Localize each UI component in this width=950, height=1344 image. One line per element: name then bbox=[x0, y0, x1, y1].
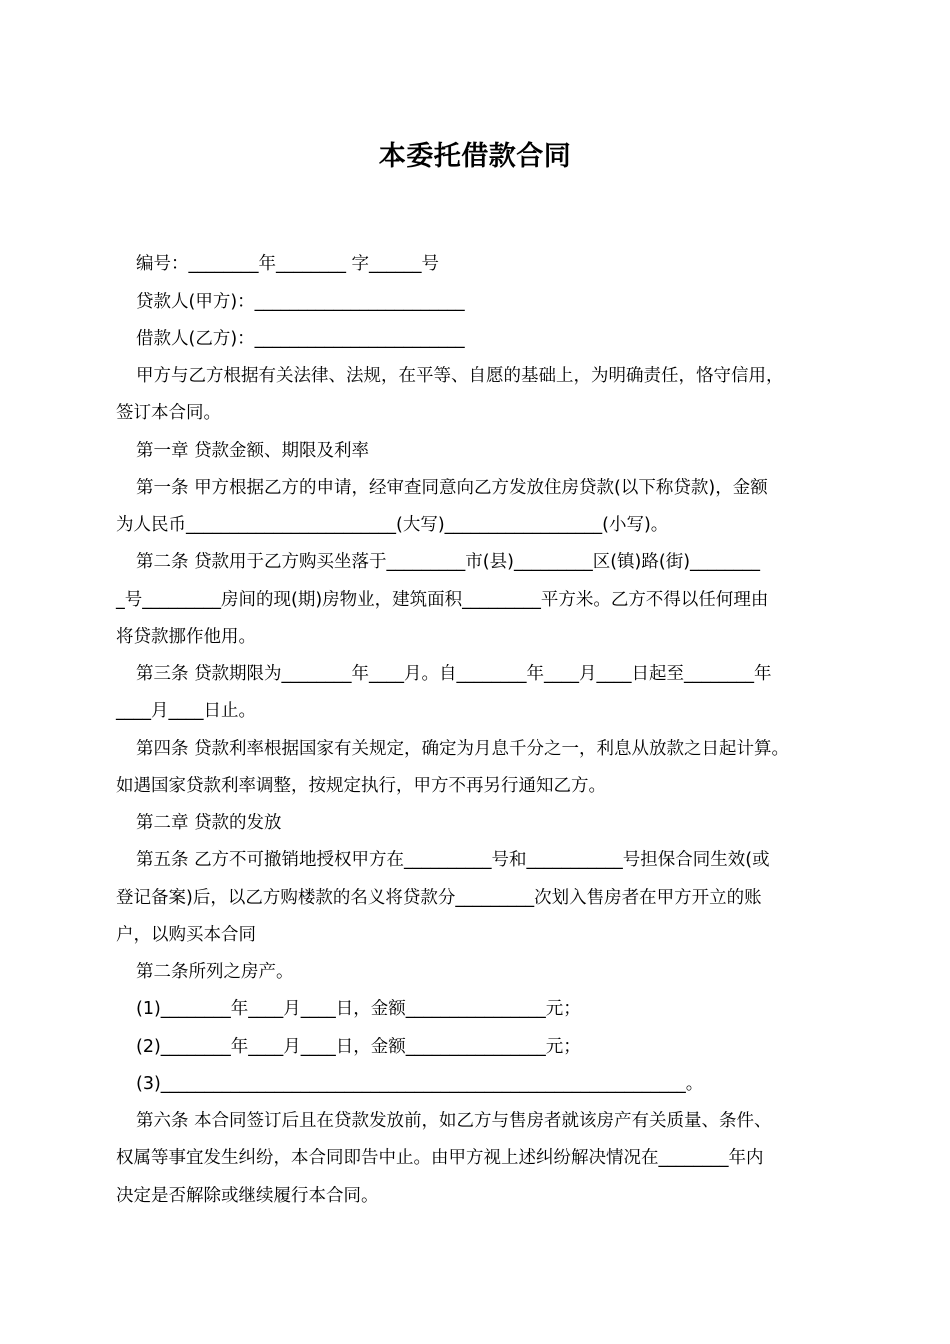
installment-2: (2)________年____月____日，金额________________元； bbox=[136, 1037, 581, 1057]
article-5-line-2: 登记备案)后，以乙方购楼款的名义将贷款分_________次划入售房者在甲方开立的账 bbox=[116, 888, 762, 908]
installment-3: (3)____________________________________________________________。 bbox=[136, 1074, 704, 1094]
chapter-2-heading: 第二章 贷款的发放 bbox=[136, 813, 282, 833]
article-3-line-2: ____月____日止。 bbox=[116, 701, 256, 721]
article-5-line-4: 第二条所列之房产。 bbox=[136, 962, 294, 982]
article-1-line-2: 为人民币________________________(大写)__________________(小写)。 bbox=[116, 515, 669, 535]
article-2-line-3: 将贷款挪作他用。 bbox=[116, 627, 256, 647]
preamble-line-1: 甲方与乙方根据有关法律、法规，在平等、自愿的基础上，为明确责任，恪守信用， bbox=[136, 366, 784, 386]
installment-1: (1)________年____月____日，金额________________元； bbox=[136, 999, 581, 1019]
article-1-line-1: 第一条 甲方根据乙方的申请，经审查同意向乙方发放住房贷款(以下称贷款)，金额 bbox=[136, 478, 768, 498]
article-3-line-1: 第三条 贷款期限为________年____月。自________年____月____日起至________年 bbox=[136, 664, 772, 684]
article-4-line-2: 如遇国家贷款利率调整，按规定执行，甲方不再另行通知乙方。 bbox=[116, 776, 606, 796]
contract-number-line: 编号：________年________ 字______号 bbox=[136, 254, 440, 274]
article-5-line-1: 第五条 乙方不可撤销地授权甲方在__________号和___________号担保合同生效(或 bbox=[136, 850, 770, 870]
article-5-line-3: 户，以购买本合同 bbox=[116, 925, 256, 945]
article-6-line-1: 第六条 本合同签订后且在贷款发放前，如乙方与售房者就该房产有关质量、条件、 bbox=[136, 1111, 772, 1131]
chapter-1-heading: 第一章 贷款金额、期限及利率 bbox=[136, 441, 370, 461]
document-title: 本委托借款合同 bbox=[378, 141, 572, 172]
article-6-line-3: 决定是否解除或继续履行本合同。 bbox=[116, 1186, 379, 1206]
preamble-line-2: 签订本合同。 bbox=[116, 403, 221, 423]
lender-line: 贷款人(甲方)：________________________ bbox=[136, 292, 465, 312]
article-2-line-1: 第二条 贷款用于乙方购买坐落于_________市(县)_________区(镇)路(街)________ bbox=[136, 552, 761, 572]
borrower-line: 借款人(乙方)：________________________ bbox=[136, 329, 465, 349]
article-4-line-1: 第四条 贷款利率根据国家有关规定，确定为月息千分之一，利息从放款之日起计算。 bbox=[136, 739, 790, 759]
article-2-line-2: _号_________房间的现(期)房物业，建筑面积_________平方米。乙方不得以任何理由 bbox=[116, 590, 769, 610]
article-6-line-2: 权属等事宜发生纠纷，本合同即告中止。由甲方视上述纠纷解决情况在________年内 bbox=[116, 1148, 764, 1168]
